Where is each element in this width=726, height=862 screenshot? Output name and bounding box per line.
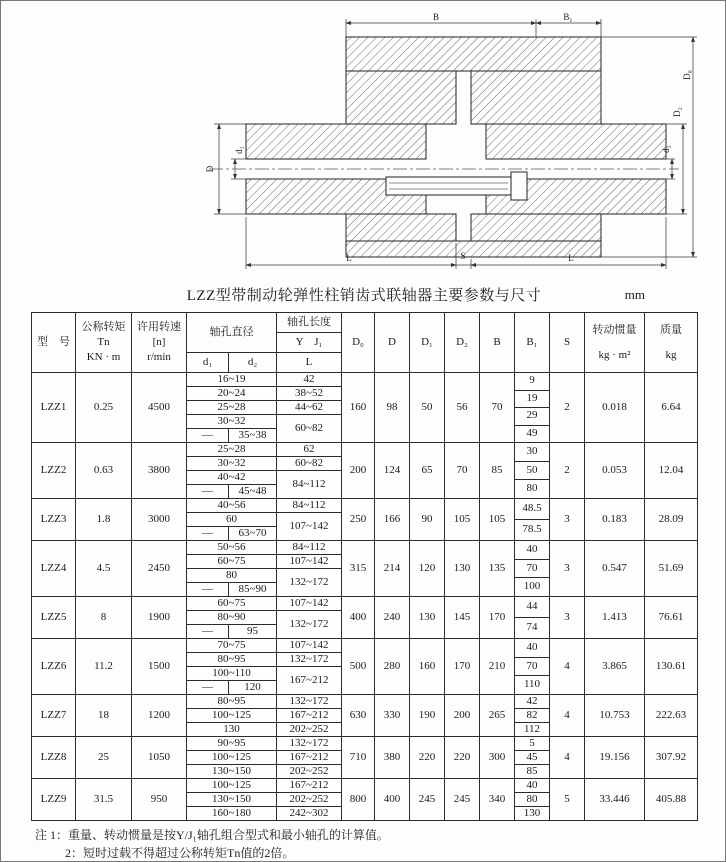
B1-stack (515, 499, 549, 540)
torque-header-line: KN · m (86, 350, 121, 363)
B1-value: 85 (526, 764, 538, 777)
left-flange-bottom (346, 214, 456, 241)
model-cell: LZZ7 (32, 695, 76, 737)
mass-cell: 12.04 (645, 443, 698, 499)
D1-cell: 160 (410, 639, 445, 695)
mass-cell: 6.64 (645, 373, 698, 443)
torque-cell: 0.25 (76, 373, 132, 443)
table-body (32, 373, 698, 821)
B-cell: 85 (480, 443, 515, 499)
dim-label-B: B (432, 12, 440, 22)
B1-value: 19 (515, 391, 549, 409)
D0-cell: 315 (342, 541, 375, 597)
bore-diameter-cell: 100~125 (187, 709, 277, 723)
D2-cell: 145 (445, 597, 480, 639)
col-header-D0: D₀ (342, 313, 375, 373)
B-cell: 70 (480, 373, 515, 443)
model-cell: LZZ3 (32, 499, 76, 541)
bore-row (32, 499, 698, 513)
torque-cell: 11.2 (76, 639, 132, 695)
bore-length-cell: 84~112 (277, 541, 342, 555)
B1-stack (515, 373, 549, 442)
col-header-B1: B₁ (515, 313, 550, 373)
bore-diameter-cell: 30~32 (187, 415, 277, 429)
D0-cell: 800 (342, 779, 375, 821)
model-cell: LZZ6 (32, 639, 76, 695)
speed-cell: 2450 (132, 541, 187, 597)
speed-cell: 3000 (132, 499, 187, 541)
B1-value: 70 (515, 658, 549, 677)
B1-cell (515, 597, 550, 639)
B1-value: 45 (515, 751, 549, 765)
dim-label-d2: d₂ (661, 145, 671, 153)
B1-value: 100 (523, 580, 541, 593)
left-flange-top (346, 71, 456, 124)
mass-cell: 405.88 (645, 779, 698, 821)
B-cell: 265 (480, 695, 515, 737)
torque-cell: 4.5 (76, 541, 132, 597)
bore-diameter-cell: 90~95 (187, 737, 277, 751)
B1-value: 48.5 (515, 499, 549, 520)
dim-label-L-right: L (568, 253, 574, 263)
bore-d2-cell: 120 (229, 681, 277, 695)
S-cell: 4 (550, 737, 585, 779)
bore-length-cell: 60~82 (277, 415, 342, 443)
right-flange-top (471, 71, 601, 124)
B1-value: 42 (515, 695, 549, 709)
bore-diameter-cell: 50~56 (187, 541, 277, 555)
B1-cell (515, 373, 550, 443)
bore-diameter-cell: 60~75 (187, 597, 277, 611)
page-title: LZZ型带制动轮弹性柱销齿式联轴器主要参数与尺寸 (186, 288, 542, 304)
bore-length-cell: 202~252 (277, 765, 342, 779)
model-cell: LZZ8 (32, 737, 76, 779)
S-cell: 5 (550, 779, 585, 821)
speed-cell: 3800 (132, 443, 187, 499)
B1-value: 110 (523, 678, 541, 691)
B1-cell (515, 499, 550, 541)
D-cell: 98 (375, 373, 410, 443)
B1-cell (515, 695, 550, 737)
bore-length-cell: 107~142 (277, 639, 342, 653)
bore-d2-cell: 63~70 (229, 527, 277, 541)
B1-value: 74 (526, 621, 538, 634)
B1-cell (515, 639, 550, 695)
col-header-d1: d₁ (187, 353, 229, 373)
bore-row (32, 443, 698, 457)
pin-nut (511, 172, 527, 200)
D-cell: 214 (375, 541, 410, 597)
col-header-model: 型 号 (32, 313, 76, 373)
bore-length-cell: 132~172 (277, 569, 342, 597)
D0-cell: 500 (342, 639, 375, 695)
D-cell: 240 (375, 597, 410, 639)
col-header-D2: D₂ (445, 313, 480, 373)
bore-diameter-cell: 40~56 (187, 499, 277, 513)
inertia-cell: 0.547 (585, 541, 645, 597)
inertia-cell: 3.865 (585, 639, 645, 695)
S-cell: 3 (550, 499, 585, 541)
speed-cell: 1200 (132, 695, 187, 737)
bore-length-cell: 107~142 (277, 555, 342, 569)
B-cell: 210 (480, 639, 515, 695)
bore-d1-cell: — (187, 583, 229, 597)
bore-diameter-cell: 16~19 (187, 373, 277, 387)
D0-cell: 630 (342, 695, 375, 737)
B1-value: 30 (515, 443, 549, 462)
bore-diameter-cell: 100~125 (187, 751, 277, 765)
mass-cell: 28.09 (645, 499, 698, 541)
B1-stack (515, 737, 549, 778)
torque-header-line: Tn (97, 336, 110, 349)
mass-cell: 76.61 (645, 597, 698, 639)
torque-cell: 25 (76, 737, 132, 779)
B1-value: 50 (515, 462, 549, 481)
B-cell: 105 (480, 499, 515, 541)
bore-d2-cell: 85~90 (229, 583, 277, 597)
bore-length-cell: 107~142 (277, 513, 342, 541)
D2-cell: 170 (445, 639, 480, 695)
bore-diameter-cell: 80~95 (187, 653, 277, 667)
bore-diameter-cell: 100~125 (187, 779, 277, 793)
B-cell: 135 (480, 541, 515, 597)
D-cell: 400 (375, 779, 410, 821)
D1-cell: 120 (410, 541, 445, 597)
dim-label-d1: d₁ (234, 146, 244, 154)
footnote-2: 2：短时过载不得超过公称转矩Tn值的2倍。 (65, 846, 295, 860)
pin-bolt (386, 177, 511, 195)
mass-cell: 130.61 (645, 639, 698, 695)
bore-length-cell: 60~82 (277, 457, 342, 471)
B-cell: 300 (480, 737, 515, 779)
bore-row (32, 737, 698, 751)
bore-diameter-cell: 160~180 (187, 807, 277, 821)
S-cell: 2 (550, 443, 585, 499)
B1-value: 9 (515, 373, 549, 391)
unit-label: mm (624, 287, 645, 302)
col-header-inertia (585, 313, 645, 373)
bore-diameter-cell: 130~150 (187, 765, 277, 779)
B1-stack (515, 779, 549, 820)
bore-diameter-cell: 30~32 (187, 457, 277, 471)
inertia-cell: 10.753 (585, 695, 645, 737)
right-flange-bottom (471, 214, 601, 241)
bore-d1-cell: — (187, 429, 229, 443)
B1-value: 130 (523, 806, 541, 819)
bore-diameter-cell: 20~24 (187, 387, 277, 401)
bore-diameter-cell: 100~110 (187, 667, 277, 681)
bore-length-cell: 167~212 (277, 709, 342, 723)
D2-cell: 70 (445, 443, 480, 499)
col-header-yj1: Y J₁ (277, 333, 342, 353)
bore-diameter-cell: 40~42 (187, 471, 277, 485)
torque-cell: 0.63 (76, 443, 132, 499)
speed-cell: 1900 (132, 597, 187, 639)
col-header-D1: D₁ (410, 313, 445, 373)
dim-label-B1: B₁ (563, 12, 573, 22)
bore-d1-cell: — (187, 625, 229, 639)
D1-cell: 65 (410, 443, 445, 499)
bore-row (32, 779, 698, 793)
bore-row (32, 639, 698, 653)
bore-diameter-cell: 130 (187, 723, 277, 737)
dim-label-D2: D₂ (672, 107, 682, 117)
col-header-bore-diameter: 轴孔直径 (187, 313, 277, 353)
dim-label-S: S (460, 251, 466, 261)
bore-length-cell: 84~112 (277, 499, 342, 513)
speed-cell: 950 (132, 779, 187, 821)
bore-length-cell: 132~172 (277, 653, 342, 667)
D1-cell: 50 (410, 373, 445, 443)
bore-d2-cell: 45~48 (229, 485, 277, 499)
col-header-bore-length: 轴孔长度 (277, 313, 342, 333)
D1-cell: 220 (410, 737, 445, 779)
inertia-cell: 19.156 (585, 737, 645, 779)
B1-cell (515, 737, 550, 779)
D0-cell: 400 (342, 597, 375, 639)
S-cell: 4 (550, 639, 585, 695)
B1-value: 40 (515, 541, 549, 560)
dim-label-D0: D₀ (682, 70, 692, 80)
bore-length-cell: 132~172 (277, 737, 342, 751)
B1-cell (515, 779, 550, 821)
right-hub-upper (486, 124, 666, 159)
model-cell: LZZ9 (32, 779, 76, 821)
bore-length-cell: 242~302 (277, 807, 342, 821)
col-header-mass (645, 313, 698, 373)
left-hub-upper (246, 124, 426, 159)
bore-length-cell: 132~172 (277, 695, 342, 709)
speed-header-line: [n] (152, 336, 166, 349)
model-cell: LZZ4 (32, 541, 76, 597)
S-cell: 3 (550, 597, 585, 639)
parameters-table (31, 312, 698, 821)
B1-stack (515, 639, 549, 694)
bore-length-cell: 107~142 (277, 597, 342, 611)
D2-cell: 56 (445, 373, 480, 443)
D-cell: 166 (375, 499, 410, 541)
inertia-header-line: kg · m² (598, 348, 631, 361)
model-cell: LZZ2 (32, 443, 76, 499)
bore-length-cell: 167~212 (277, 751, 342, 765)
inertia-cell: 1.413 (585, 597, 645, 639)
bore-d1-cell: — (187, 485, 229, 499)
technical-drawing (31, 9, 725, 282)
model-cell: LZZ1 (32, 373, 76, 443)
col-header-L: L (277, 353, 342, 373)
D1-cell: 245 (410, 779, 445, 821)
speed-cell: 1500 (132, 639, 187, 695)
bore-length-cell: 84~112 (277, 471, 342, 499)
bore-row (32, 597, 698, 611)
B1-value: 49 (526, 426, 538, 439)
dim-label-D: D (205, 165, 215, 173)
torque-cell: 1.8 (76, 499, 132, 541)
spacer (646, 338, 696, 348)
B1-cell (515, 443, 550, 499)
B1-value: 112 (523, 722, 541, 735)
footnotes (35, 826, 725, 862)
bore-diameter-cell: 25~28 (187, 401, 277, 415)
speed-cell: 4500 (132, 373, 187, 443)
speed-header-line: r/min (147, 350, 171, 363)
bore-d2-cell: 95 (229, 625, 277, 639)
B1-stack (515, 541, 549, 596)
col-header-S: S (550, 313, 585, 373)
D1-cell: 190 (410, 695, 445, 737)
mass-cell: 51.69 (645, 541, 698, 597)
D0-cell: 200 (342, 443, 375, 499)
B1-stack (515, 597, 549, 638)
D2-cell: 200 (445, 695, 480, 737)
title-row (31, 284, 697, 306)
D-cell: 330 (375, 695, 410, 737)
D2-cell: 105 (445, 499, 480, 541)
bore-d2-cell: 35~38 (229, 429, 277, 443)
D1-cell: 130 (410, 597, 445, 639)
B1-stack (515, 443, 549, 498)
col-header-torque (76, 313, 132, 373)
inertia-cell: 0.183 (585, 499, 645, 541)
bore-row (32, 695, 698, 709)
bore-row (32, 373, 698, 387)
bore-length-cell: 42 (277, 373, 342, 387)
B1-value: 40 (515, 779, 549, 793)
B1-cell (515, 541, 550, 597)
B1-value: 78.5 (522, 523, 542, 536)
D2-cell: 130 (445, 541, 480, 597)
col-header-B: B (480, 313, 515, 373)
D-cell: 380 (375, 737, 410, 779)
B1-value: 29 (515, 408, 549, 426)
B1-stack (515, 695, 549, 736)
torque-cell: 8 (76, 597, 132, 639)
S-cell: 3 (550, 541, 585, 597)
B1-value: 70 (515, 560, 549, 579)
D-cell: 124 (375, 443, 410, 499)
bore-length-cell: 38~52 (277, 387, 342, 401)
D0-cell: 160 (342, 373, 375, 443)
col-header-d2: d₂ (229, 353, 277, 373)
bore-length-cell: 202~252 (277, 793, 342, 807)
bore-length-cell: 167~212 (277, 667, 342, 695)
B1-value: 82 (515, 709, 549, 723)
D0-cell: 250 (342, 499, 375, 541)
B1-value: 40 (515, 639, 549, 658)
S-cell: 2 (550, 373, 585, 443)
inertia-cell: 0.053 (585, 443, 645, 499)
dim-label-L-left: L (346, 253, 352, 263)
B1-value: 44 (515, 597, 549, 618)
speed-cell: 1050 (132, 737, 187, 779)
inertia-cell: 0.018 (585, 373, 645, 443)
spacer (586, 338, 643, 348)
torque-cell: 31.5 (76, 779, 132, 821)
mass-cell: 307.92 (645, 737, 698, 779)
D-cell: 280 (375, 639, 410, 695)
bore-diameter-cell: 70~75 (187, 639, 277, 653)
B1-value: 5 (515, 737, 549, 751)
bore-diameter-cell: 130~150 (187, 793, 277, 807)
bore-length-cell: 62 (277, 443, 342, 457)
bore-diameter-cell: 60~75 (187, 555, 277, 569)
D2-cell: 220 (445, 737, 480, 779)
bore-diameter-cell: 25~28 (187, 443, 277, 457)
B-cell: 170 (480, 597, 515, 639)
bore-row (32, 541, 698, 555)
col-header-speed (132, 313, 187, 373)
B1-value: 80 (526, 482, 538, 495)
bore-diameter-cell: 80 (187, 569, 277, 583)
inertia-header-line: 转动惯量 (592, 323, 637, 336)
col-header-D: D (375, 313, 410, 373)
S-cell: 4 (550, 695, 585, 737)
bore-length-cell: 44~62 (277, 401, 342, 415)
mass-cell: 222.63 (645, 695, 698, 737)
bore-diameter-cell: 60 (187, 513, 277, 527)
bore-d1-cell: — (187, 527, 229, 541)
footnote-1: 注 1：重量、转动惯量是按Y/J₁轴孔组合型式和最小轴孔的计算值。 (35, 828, 389, 842)
B1-value: 80 (515, 793, 549, 807)
D1-cell: 90 (410, 499, 445, 541)
bore-length-cell: 132~172 (277, 611, 342, 639)
mass-header-line: 质量 (660, 323, 682, 336)
mass-header-line: kg (665, 348, 677, 361)
bore-diameter-cell: 80~95 (187, 695, 277, 709)
torque-cell: 18 (76, 695, 132, 737)
D0-cell: 710 (342, 737, 375, 779)
B-cell: 340 (480, 779, 515, 821)
bore-d1-cell: — (187, 681, 229, 695)
coupling-section-drawing (31, 9, 697, 277)
bore-length-cell: 202~252 (277, 723, 342, 737)
bore-diameter-cell: 80~90 (187, 611, 277, 625)
model-cell: LZZ5 (32, 597, 76, 639)
brake-wheel-rim-bottom (346, 241, 601, 257)
speed-header-line: 许用转速 (137, 321, 181, 334)
brake-wheel-rim-top (346, 37, 601, 71)
torque-header-line: 公称转矩 (81, 321, 126, 334)
inertia-cell: 33.446 (585, 779, 645, 821)
bore-length-cell: 167~212 (277, 779, 342, 793)
D2-cell: 245 (445, 779, 480, 821)
